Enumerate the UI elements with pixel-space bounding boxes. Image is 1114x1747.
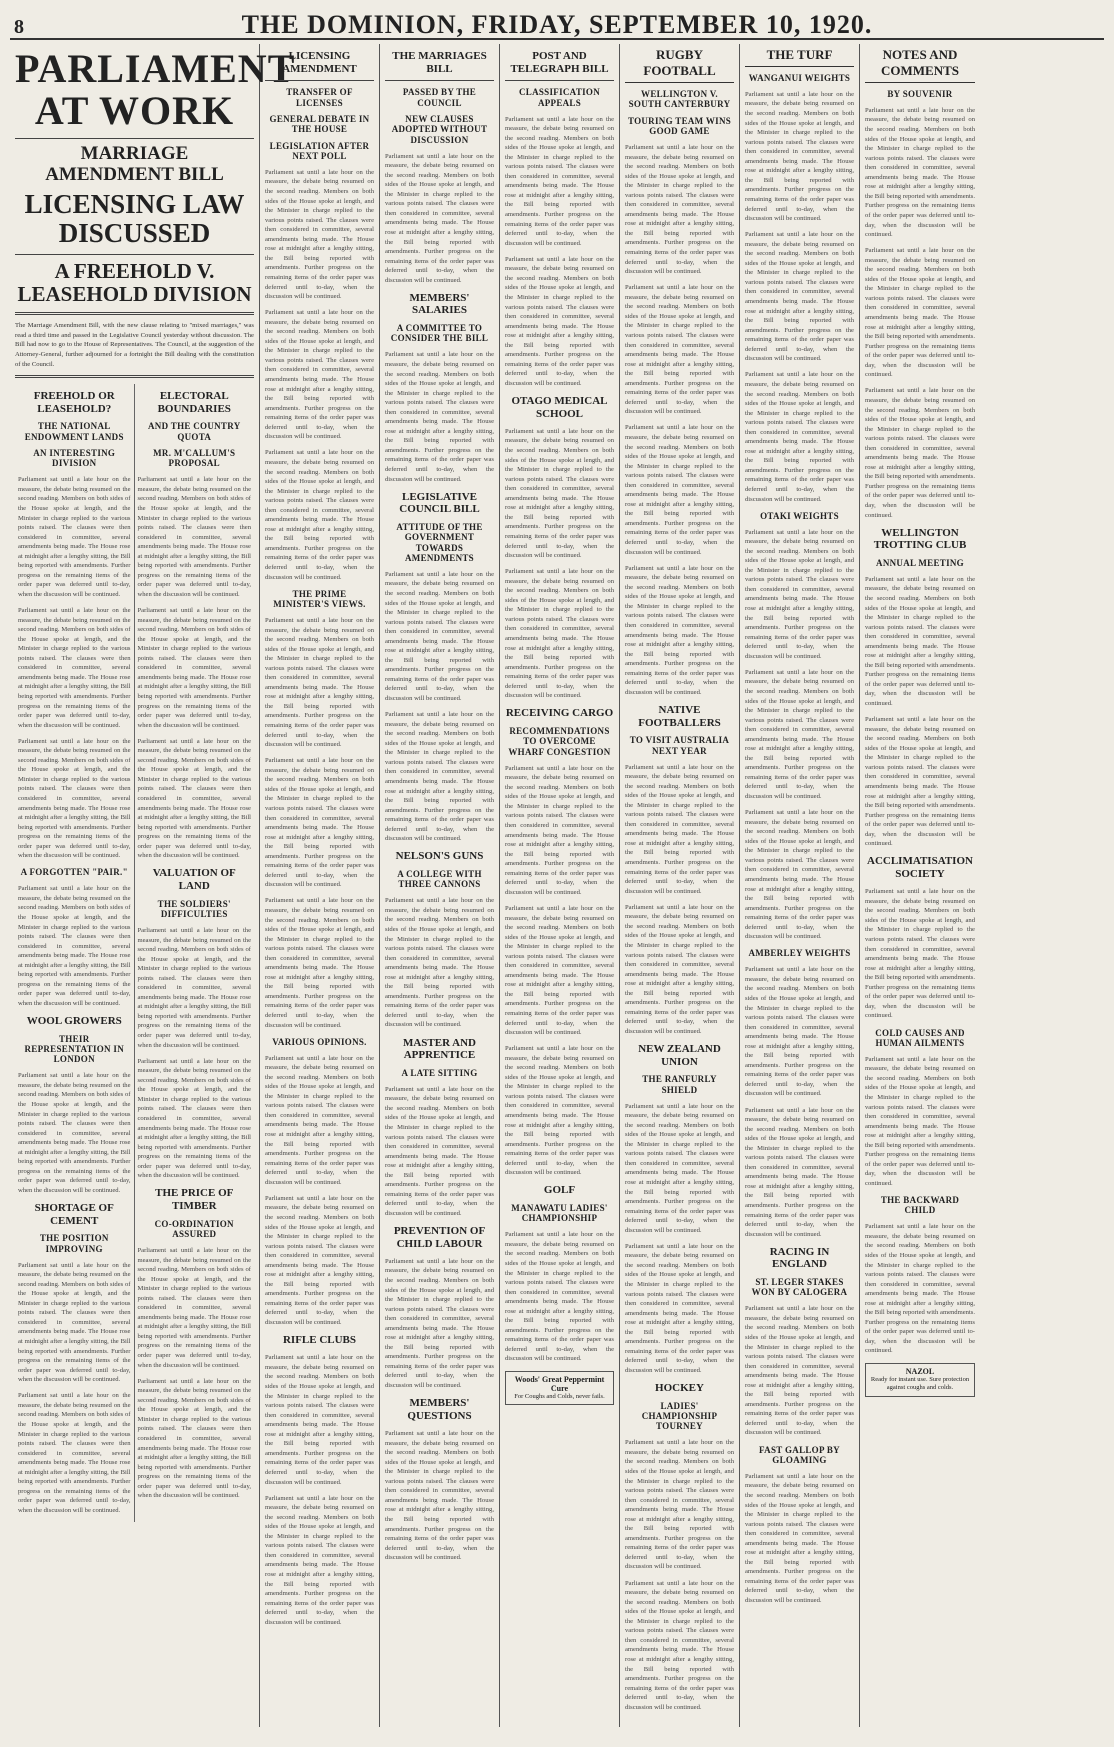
lead-intro: The Marriage Amendment Bill, with the new clause relating to "mixed marriages," was read a third time and passed in the Legislative Council yesterday without discussion. The Bill had now to go to the House of Representatives. The Council, at the suggestion of the Attorney-General, further adjourned for a fortnight the Bill dealing with the constitution of the Council. [15,322,254,368]
article-text: Parliament sat until a late hour on the measure, the debate being resumed on the second reading. Members on both sides of the House spoke at length, and the Minister in charge replied to the various points raised. The clauses were then considered in committee, several amendments being made. The House rose at midnight after a lengthy sitting, the Bill being reported with amendments. Further progress on the remaining items of the order paper was deferred until to-day, when the discussion will be continued. [18,1392,131,1514]
rugby-column [620,44,740,1727]
marriages-subheading-2: NEW CLAUSES ADOPTED WITHOUT DISCUSSION [391,113,488,145]
advert-body: Ready for instant use. Sure protection against coughs and colds. [870,1375,970,1392]
article-text: Parliament sat until a late hour on the measure, the debate being resumed on the second reading. Members on both sides of the House spoke at length, and the Minister in charge replied to the various points raised. The clauses were then considered in committee, several amendments being made. The House rose at midnight after a lengthy sitting, the Bill being reported with amendments. Further progress on the remaining items of the order paper was deferred until to-day, when the discussion will be continued. [18,737,131,860]
turf-heading: THE TURF [745,44,854,67]
article-text: Parliament sat until a late hour on the measure, the debate being resumed on the second reading. Members on both sides of the House spoke at length, and the Minister in charge replied to the various points raised. The clauses were then considered in committee, several amendments being made. The House rose at midnight after a lengthy sitting, the Bill being reported with amendments. Further progress on the remaining items of the order paper was deferred until to-day, when the discussion will be continued. [137,927,251,1049]
article-text: Parliament sat until a late hour on the measure, the debate being resumed on the second reading. Members on both sides of the House spoke at length, and the Minister in charge replied to the various points raised. The clauses were then considered in committee, several amendments being made. The House rose at midnight after a lengthy sitting, the Bill being reported with amendments. Further progress on the remaining items of the order paper was deferred until to-day, when the discussion will be continued. [745,1472,854,1605]
cargo-heading: RECEIVING CARGO [505,707,614,720]
match-heading: WELLINGTON V. SOUTH CANTERBURY [628,89,731,110]
article-text: Parliament sat until a late hour on the measure, the debate being resumed on the second reading. Members on both sides of the House spoke at length, and the Minister in charge replied to the various points raised. The clauses were then considered in committee, several amendments being made. The House rose at midnight after a lengthy sitting, the Bill being reported with amendments. Further progress on the remaining items of the order paper was deferred until to-day, when the discussion will be continued. [265,168,374,301]
freehold-heading: FREEHOLD OR LEASEHOLD? [33,390,115,415]
article-text: Parliament sat until a late hour on the measure, the debate being resumed on the second reading. Members on both sides of the House spoke at length, and the Minister in charge replied to the various points raised. The clauses were then considered in committee, several amendments being made. The House rose at midnight after a lengthy sitting, the Bill being reported with amendments. Further progress on the remaining items of the order paper was deferred until to-day, when the discussion will be continued. [265,1194,374,1327]
article-text: Parliament sat until a late hour on the measure, the debate being resumed on the second reading. Members on both sides of the House spoke at length, and the Minister in charge replied to the various points raised. The clauses were then considered in committee, several amendments being made. The House rose at midnight after a lengthy sitting, the Bill being reported with amendments. Further progress on the remaining items of the order paper was deferred until to-day, when the discussion will be continued. [505,115,614,247]
rugby-heading: RUGBY FOOTBALL [625,44,734,83]
article-text: Parliament sat until a late hour on the measure, the debate being resumed on the second reading. Members on both sides of the House spoke at length, and the Minister in charge replied to the various points raised. The clauses were then considered in committee, several amendments being made. The House rose at midnight after a lengthy sitting, the Bill being reported with amendments. Further progress on the remaining items of the order paper was deferred until to-day, when the discussion will be continued. [865,888,975,1020]
article-text: Parliament sat until a late hour on the measure, the debate being resumed on the second reading. Members on both sides of the House spoke at length, and the Minister in charge replied to the various points raised. The clauses were then considered in committee, several amendments being made. The House rose at midnight after a lengthy sitting, the Bill being reported with amendments. Further progress on the remaining items of the order paper was deferred until to-day, when the discussion will be continued. [745,231,854,363]
article-text: Parliament sat until a late hour on the measure, the debate being resumed on the second reading. Members on both sides of the House spoke at length, and the Minister in charge replied to the various points raised. The clauses were then considered in committee, several amendments being made. The House rose at midnight after a lengthy sitting, the Bill being reported with amendments. Further progress on the remaining items of the order paper was deferred until to-day, when the discussion will be continued. [265,897,374,1029]
page-number: 8 [14,16,24,38]
peppermint-advert [505,1371,614,1406]
licensing-subheading-3: LEGISLATION AFTER NEXT POLL [269,140,370,161]
notes-heading: NOTES AND COMMENTS [865,44,975,83]
article-text: Parliament sat until a late hour on the measure, the debate being resumed on the second reading. Members on both sides of the House spoke at length, and the Minister in charge replied to the various points raised. The clauses were then considered in committee, several amendments being made. The House rose at midnight after a lengthy sitting, the Bill being reported with amendments. Further progress on the remaining items of the order paper was deferred until to-day, when the discussion will be continued. [745,371,854,503]
article-text: Parliament sat until a late hour on the measure, the debate being resumed on the second reading. Members on both sides of the House spoke at length, and the Minister in charge replied to the various points raised. The clauses were then considered in committee, several amendments being made. The House rose at midnight after a lengthy sitting, the Bill being reported with amendments. Further progress on the remaining items of the order paper was deferred until to-day, when the discussion will be continued. [865,387,975,519]
guns-heading: NELSON'S GUNS [395,850,484,863]
article-text: Parliament sat until a late hour on the measure, the debate being resumed on the second reading. Members on both sides of the House spoke at length, and the Minister in charge replied to the various points raised. The clauses were then considered in committee, several amendments being made. The House rose at midnight after a lengthy sitting, the Bill being reported with amendments. Further progress on the remaining items of the order paper was deferred until to-day, when the discussion will be continued. [137,476,251,598]
trotting-subheading: ANNUAL MEETING [876,557,964,568]
trotting-heading: WELLINGTON TROTTING CLUB [873,526,967,552]
rifle-clubs-heading: RIFLE CLUBS [282,1334,357,1347]
article-text: Parliament sat until a late hour on the measure, the debate being resumed on the second reading. Members on both sides of the House spoke at length, and the Minister in charge replied to the various points raised. The clauses were then considered in committee, several amendments being made. The House rose at midnight after a lengthy sitting, the Bill being reported with amendments. Further progress on the remaining items of the order paper was deferred until to-day, when the discussion will be continued. [18,1072,131,1194]
timber-heading: THE PRICE OF TIMBER [155,1187,234,1213]
article-text: Parliament sat until a late hour on the measure, the debate being resumed on the second reading. Members on both sides of the House spoke at length, and the Minister in charge replied to the various points raised. The clauses were then considered in committee, several amendments being made. The House rose at midnight after a lengthy sitting, the Bill being reported with amendments. Further progress on the remaining items of the order paper was deferred until to-day, when the discussion will be continued. [505,568,614,700]
article-text: Parliament sat until a late hour on the measure, the debate being resumed on the second reading. Members on both sides of the House spoke at length, and the Minister in charge replied to the various points raised. The clauses were then considered in committee, several amendments being made. The House rose at midnight after a lengthy sitting, the Bill being reported with amendments. Further progress on the remaining items of the order paper was deferred until to-day, when the discussion will be continued. [265,1054,374,1186]
marriages-heading: THE MARRIAGES BILL [392,50,487,75]
timber-subheading: CO-ORDINATION ASSURED [154,1218,234,1240]
cold-causes-heading: COLD CAUSES AND HUMAN AILMENTS [875,1027,965,1048]
cement-heading: SHORTAGE OF CEMENT [34,1202,114,1227]
article-text: Parliament sat until a late hour on the measure, the debate being resumed on the second reading. Members on both sides of the House spoke at length, and the Minister in charge replied to the various points raised. The clauses were then considered in committee, several amendments being made. The House rose at midnight after a lengthy sitting, the Bill being reported with amendments. Further progress on the remaining items of the order paper was deferred until to-day, when the discussion will be continued. [745,90,854,223]
licensing-heading: LICENSING AMENDMENT [282,50,357,75]
salaries-heading: MEMBERS' SALARIES [409,291,470,317]
article-text: Parliament sat until a late hour on the measure, the debate being resumed on the second reading. Members on both sides of the House spoke at length, and the Minister in charge replied to the various points raised. The clauses were then considered in committee, several amendments being made. The House rose at midnight after a lengthy sitting, the Bill being reported with amendments. Further progress on the remaining items of the order paper was deferred until to-day, when the discussion will be continued. [745,1305,854,1437]
backward-child-heading: THE BACKWARD CHILD [880,1195,960,1216]
forgotten-pair-heading: A FORGOTTEN "PAIR." [20,867,128,878]
endowment-heading: THE NATIONAL ENDOWMENT LANDS [24,421,124,442]
article-text: Parliament sat until a late hour on the measure, the debate being resumed on the second reading. Members on both sides of the House spoke at length, and the Minister in charge replied to the various points raised. The clauses were then considered in committee, several amendments being made. The House rose at midnight after a lengthy sitting, the Bill being reported with amendments. Further progress on the remaining items of the order paper was deferred until to-day, when the discussion will be continued. [265,616,374,749]
masthead [10,10,1104,40]
article-text: Parliament sat until a late hour on the measure, the debate being resumed on the second reading. Members on both sides of the House spoke at length, and the Minister in charge replied to the various points raised. The clauses were then considered in committee, several amendments being made. The House rose at midnight after a lengthy sitting, the Bill being reported with amendments. Further progress on the remaining items of the order paper was deferred until to-day, when the discussion will be continued. [625,1579,734,1711]
article-text: Parliament sat until a late hour on the measure, the debate being resumed on the second reading. Members on both sides of the House spoke at length, and the Minister in charge replied to the various points raised. The clauses were then considered in committee, several amendments being made. The House rose at midnight after a lengthy sitting, the Bill being reported with amendments. Further progress on the remaining items of the order paper was deferred until to-day, when the discussion will be continued. [505,764,614,896]
council-bill-subheading: ATTITUDE OF THE GOVERNMENT TOWARDS AMENDMENTS [396,521,483,563]
child-labour-heading: PREVENTION OF CHILD LABOUR [393,1225,486,1250]
article-text: Parliament sat until a late hour on the measure, the debate being resumed on the second reading. Members on both sides of the House spoke at length, and the Minister in charge replied to the various points raised. The clauses were then considered in committee, several amendments being made. The House rose at midnight after a lengthy sitting, the Bill being reported with amendments. Further progress on the remaining items of the order paper was deferred until to-day, when the discussion will be continued. [18,476,131,598]
article-text: Parliament sat until a late hour on the measure, the debate being resumed on the second reading. Members on both sides of the House spoke at length, and the Minister in charge replied to the various points raised. The clauses were then considered in committee, several amendments being made. The House rose at midnight after a lengthy sitting, the Bill being reported with amendments. Further progress on the remaining items of the order paper was deferred until to-day, when the discussion will be continued. [385,711,494,843]
cargo-subheading: RECOMMENDATIONS TO OVERCOME WHARF CONGESTION [508,726,611,757]
licensing-subheading-1: TRANSFER OF LICENSES [286,87,353,108]
native-footballers-subheading: TO VISIT AUSTRALIA NEXT YEAR [629,735,730,756]
lead-subheading-1: MARRIAGE AMENDMENT BILL [45,143,224,185]
post-telegraph-column [500,44,620,1727]
article-text: Parliament sat until a late hour on the measure, the debate being resumed on the second reading. Members on both sides of the House spoke at length, and the Minister in charge replied to the various points raised. The clauses were then considered in committee, several amendments being made. The House rose at midnight after a lengthy sitting, the Bill being reported with amendments. Further progress on the remaining items of the order paper was deferred until to-day, when the discussion will be continued. [385,152,494,284]
article-text: Parliament sat until a late hour on the measure, the debate being resumed on the second reading. Members on both sides of the House spoke at length, and the Minister in charge replied to the various points raised. The clauses were then considered in committee, several amendments being made. The House rose at midnight after a lengthy sitting, the Bill being reported with amendments. Further progress on the remaining items of the order paper was deferred until to-day, when the discussion will be continued. [625,903,734,1035]
racing-england-subheading: ST. LEGER STAKES WON BY CALOGERA [751,1277,848,1298]
article-text: Parliament sat until a late hour on the measure, the debate being resumed on the second reading. Members on both sides of the House spoke at length, and the Minister in charge replied to the various points raised. The clauses were then considered in committee, several amendments being made. The House rose at midnight after a lengthy sitting, the Bill being reported with amendments. Further progress on the remaining items of the order paper was deferred until to-day, when the discussion will be continued. [625,143,734,276]
article-text: Parliament sat until a late hour on the measure, the debate being resumed on the second reading. Members on both sides of the House spoke at length, and the Minister in charge replied to the various points raised. The clauses were then considered in committee, several amendments being made. The House rose at midnight after a lengthy sitting, the Bill being reported with amendments. Further progress on the remaining items of the order paper was deferred until to-day, when the discussion will be continued. [625,284,734,416]
article-text: Parliament sat until a late hour on the measure, the debate being resumed on the second reading. Members on both sides of the House spoke at length, and the Minister in charge replied to the various points raised. The clauses were then considered in committee, several amendments being made. The House rose at midnight after a lengthy sitting, the Bill being reported with amendments. Further progress on the remaining items of the order paper was deferred until to-day, when the discussion will be continued. [385,570,494,703]
article-text: Parliament sat until a late hour on the measure, the debate being resumed on the second reading. Members on both sides of the House spoke at length, and the Minister in charge replied to the various points raised. The clauses were then considered in committee, several amendments being made. The House rose at midnight after a lengthy sitting, the Bill being reported with amendments. Further progress on the remaining items of the order paper was deferred until to-day, when the discussion will be continued. [625,424,734,556]
lead-subheading-3: A FREEHOLD V. LEASEHOLD DIVISION [17,259,252,307]
article-text: Parliament sat until a late hour on the measure, the debate being resumed on the second reading. Members on both sides of the House spoke at length, and the Minister in charge replied to the various points raised. The clauses were then considered in committee, several amendments being made. The House rose at midnight after a lengthy sitting, the Bill being reported with amendments. Further progress on the remaining items of the order paper was deferred until to-day, when the discussion will be continued. [385,1257,494,1390]
marriages-subheading-1: PASSED BY THE COUNCIL [402,87,477,108]
medical-school-heading: OTAGO MEDICAL SCHOOL [511,395,608,420]
advert-title: NAZOL [905,1366,935,1376]
master-heading: MASTER AND APPRENTICE [402,1036,477,1062]
newspaper-page [10,10,1104,1727]
article-text: Parliament sat until a late hour on the measure, the debate being resumed on the second reading. Members on both sides of the House spoke at length, and the Minister in charge replied to the various points raised. The clauses were then considered in committee, several amendments being made. The House rose at midnight after a lengthy sitting, the Bill being reported with amendments. Further progress on the remaining items of the order paper was deferred until to-day, when the discussion will be continued. [505,904,614,1037]
native-footballers-heading: NATIVE FOOTBALLERS [638,703,721,729]
article-text: Parliament sat until a late hour on the measure, the debate being resumed on the second reading. Members on both sides of the House spoke at length, and the Minister in charge replied to the various points raised. The clauses were then considered in committee, several amendments being made. The House rose at midnight after a lengthy sitting, the Bill being reported with amendments. Further progress on the remaining items of the order paper was deferred until to-day, when the discussion will be continued. [865,247,975,379]
hockey-heading: HOCKEY [655,1382,704,1395]
article-text: Parliament sat until a late hour on the measure, the debate being resumed on the second reading. Members on both sides of the House spoke at length, and the Minister in charge replied to the various points raised. The clauses were then considered in committee, several amendments being made. The House rose at midnight after a lengthy sitting, the Bill being reported with amendments. Further progress on the remaining items of the order paper was deferred until to-day, when the discussion will be continued. [18,1261,131,1384]
racing-england-heading: RACING IN ENGLAND [769,1245,830,1271]
notes-column [860,44,980,1727]
paper-title: THE DOMINION, FRIDAY, SEPTEMBER 10, 1920. [241,10,873,39]
pm-views-heading: THE PRIME MINISTER'S VIEWS. [273,588,366,610]
article-text: Parliament sat until a late hour on the measure, the debate being resumed on the second reading. Members on both sides of the House spoke at length, and the Minister in charge replied to the various points raised. The clauses were then considered in committee, several amendments being made. The House rose at midnight after a lengthy sitting, the Bill being reported with amendments. Further progress on the remaining items of the order paper was deferred until to-day, when the discussion will be continued. [385,351,494,483]
article-text: Parliament sat until a late hour on the measure, the debate being resumed on the second reading. Members on both sides of the House spoke at length, and the Minister in charge replied to the various points raised. The clauses were then considered in committee, several amendments being made. The House rose at midnight after a lengthy sitting, the Bill being reported with amendments. Further progress on the remaining items of the order paper was deferred until to-day, when the discussion will be continued. [265,449,374,581]
article-text: Parliament sat until a late hour on the measure, the debate being resumed on the second reading. Members on both sides of the House spoke at length, and the Minister in charge replied to the various points raised. The clauses were then considered in committee, several amendments being made. The House rose at midnight after a lengthy sitting, the Bill being reported with amendments. Further progress on the remaining items of the order paper was deferred until to-day, when the discussion will be continued. [865,575,975,708]
nz-union-subheading: THE RANFURLY SHIELD [642,1074,717,1095]
match-subheading: TOURING TEAM WINS GOOD GAME [627,115,732,137]
debate-heading: AN INTERESTING DIVISION [33,448,116,469]
article-text: Parliament sat until a late hour on the measure, the debate being resumed on the second reading. Members on both sides of the House spoke at length, and the Minister in charge replied to the various points raised. The clauses were then considered in committee, several amendments being made. The House rose at midnight after a lengthy sitting, the Bill being reported with amendments. Further progress on the remaining items of the order paper was deferred until to-day, when the discussion will be continued. [505,1045,614,1177]
council-bill-heading: LEGISLATIVE COUNCIL BILL [399,490,480,516]
acclimatisation-heading: ACCLIMATISATION SOCIETY [867,855,973,881]
amberley-weights-heading: AMBERLEY WEIGHTS [748,948,851,959]
wanganui-weights-heading: WANGANUI WEIGHTS [748,73,851,83]
advert-body: For Coughs and Colds, never fails. [514,1392,605,1400]
cement-subheading: THE POSITION IMPROVING [39,1233,109,1254]
valuation-heading: VALUATION OF LAND [152,867,236,893]
article-text: Parliament sat until a late hour on the measure, the debate being resumed on the second reading. Members on both sides of the House spoke at length, and the Minister in charge replied to the various points raised. The clauses were then considered in committee, several amendments being made. The House rose at midnight after a lengthy sitting, the Bill being reported with amendments. Further progress on the remaining items of the order paper was deferred until to-day, when the discussion will be continued. [505,427,614,560]
advert-title: Woods' Great Peppermint Cure [514,1374,605,1393]
article-text: Parliament sat until a late hour on the measure, the debate being resumed on the second reading. Members on both sides of the House spoke at length, and the Minister in charge replied to the various points raised. The clauses were then considered in committee, several amendments being made. The House rose at midnight after a lengthy sitting, the Bill being reported with amendments. Further progress on the remaining items of the order paper was deferred until to-day, when the discussion will be continued. [265,1354,374,1486]
notes-byline: BY SOUVENIR [887,89,953,99]
article-text: Parliament sat until a late hour on the measure, the debate being resumed on the second reading. Members on both sides of the House spoke at length, and the Minister in charge replied to the various points raised. The clauses were then considered in committee, several amendments being made. The House rose at midnight after a lengthy sitting, the Bill being reported with amendments. Further progress on the remaining items of the order paper was deferred until to-day, when the discussion will be continued. [865,716,975,848]
master-subheading: A LATE SITTING [401,1067,478,1078]
article-text: Parliament sat until a late hour on the measure, the debate being resumed on the second reading. Members on both sides of the House spoke at length, and the Minister in charge replied to the various points raised. The clauses were then considered in committee, several amendments being made. The House rose at midnight after a lengthy sitting, the Bill being reported with amendments. Further progress on the remaining items of the order paper was deferred until to-day, when the discussion will be continued. [625,1439,734,1571]
wool-subheading: THEIR REPRESENTATION IN LONDON [24,1033,125,1065]
hockey-subheading: LADIES' CHAMPIONSHIP TOURNEY [641,1400,718,1432]
lead-headline: PARLIAMENT AT WORK [15,46,296,133]
otaki-weights-heading: OTAKI WEIGHTS [760,510,839,521]
licensing-column [260,44,380,1727]
article-text: Parliament sat until a late hour on the measure, the debate being resumed on the second reading. Members on both sides of the House spoke at length, and the Minister in charge replied to the various points raised. The clauses were then considered in committee, several amendments being made. The House rose at midnight after a lengthy sitting, the Bill being reported with amendments. Further progress on the remaining items of the order paper was deferred until to-day, when the discussion will be continued. [625,564,734,696]
turf-column [740,44,860,1727]
article-text: Parliament sat until a late hour on the measure, the debate being resumed on the second reading. Members on both sides of the House spoke at length, and the Minister in charge replied to the various points raised. The clauses were then considered in committee, several amendments being made. The House rose at midnight after a lengthy sitting, the Bill being reported with amendments. Further progress on the remaining items of the order paper was deferred until to-day, when the discussion will be continued. [745,668,854,800]
article-text: Parliament sat until a late hour on the measure, the debate being resumed on the second reading. Members on both sides of the House spoke at length, and the Minister in charge replied to the various points raised. The clauses were then considered in committee, several amendments being made. The House rose at midnight after a lengthy sitting, the Bill being reported with amendments. Further progress on the remaining items of the order paper was deferred until to-day, when the discussion will be continued. [137,1377,251,1500]
article-text: Parliament sat until a late hour on the measure, the debate being resumed on the second reading. Members on both sides of the House spoke at length, and the Minister in charge replied to the various points raised. The clauses were then considered in committee, several amendments being made. The House rose at midnight after a lengthy sitting, the Bill being reported with amendments. Further progress on the remaining items of the order paper was deferred until to-day, when the discussion will be continued. [865,106,975,239]
gallop-heading: FAST GALLOP BY GLOAMING [759,1444,840,1465]
article-text: Parliament sat until a late hour on the measure, the debate being resumed on the second reading. Members on both sides of the House spoke at length, and the Minister in charge replied to the various points raised. The clauses were then considered in committee, several amendments being made. The House rose at midnight after a lengthy sitting, the Bill being reported with amendments. Further progress on the remaining items of the order paper was deferred until to-day, when the discussion will be continued. [745,966,854,1098]
lead-column [10,44,296,1727]
article-text: Parliament sat until a late hour on the measure, the debate being resumed on the second reading. Members on both sides of the House spoke at length, and the Minister in charge replied to the various points raised. The clauses were then considered in committee, several amendments being made. The House rose at midnight after a lengthy sitting, the Bill being reported with amendments. Further progress on the remaining items of the order paper was deferred until to-day, when the discussion will be continued. [18,607,131,729]
post-telegraph-heading: POST AND TELEGRAPH BILL [510,50,609,75]
article-text: Parliament sat until a late hour on the measure, the debate being resumed on the second reading. Members on both sides of the House spoke at length, and the Minister in charge replied to the various points raised. The clauses were then considered in committee, several amendments being made. The House rose at midnight after a lengthy sitting, the Bill being reported with amendments. Further progress on the remaining items of the order paper was deferred until to-day, when the discussion will be continued. [625,1102,734,1234]
wool-heading: WOOL GROWERS [26,1015,122,1028]
article-text: Parliament sat until a late hour on the measure, the debate being resumed on the second reading. Members on both sides of the House spoke at length, and the Minister in charge replied to the various points raised. The clauses were then considered in committee, several amendments being made. The House rose at midnight after a lengthy sitting, the Bill being reported with amendments. Further progress on the remaining items of the order paper was deferred until to-day, when the discussion will be continued. [505,255,614,387]
article-text: Parliament sat until a late hour on the measure, the debate being resumed on the second reading. Members on both sides of the House spoke at length, and the Minister in charge replied to the various points raised. The clauses were then considered in committee, several amendments being made. The House rose at midnight after a lengthy sitting, the Bill being reported with amendments. Further progress on the remaining items of the order paper was deferred until to-day, when the discussion will be continued. [745,1106,854,1238]
article-text: Parliament sat until a late hour on the measure, the debate being resumed on the second reading. Members on both sides of the House spoke at length, and the Minister in charge replied to the various points raised. The clauses were then considered in committee, several amendments being made. The House rose at midnight after a lengthy sitting, the Bill being reported with amendments. Further progress on the remaining items of the order paper was deferred until to-day, when the discussion will be continued. [265,309,374,441]
article-text: Parliament sat until a late hour on the measure, the debate being resumed on the second reading. Members on both sides of the House spoke at length, and the Minister in charge replied to the various points raised. The clauses were then considered in committee, several amendments being made. The House rose at midnight after a lengthy sitting, the Bill being reported with amendments. Further progress on the remaining items of the order paper was deferred until to-day, when the discussion will be continued. [137,737,251,860]
article-text: Parliament sat until a late hour on the measure, the debate being resumed on the second reading. Members on both sides of the House spoke at length, and the Minister in charge replied to the various points raised. The clauses were then considered in committee, several amendments being made. The House rose at midnight after a lengthy sitting, the Bill being reported with amendments. Further progress on the remaining items of the order paper was deferred until to-day, when the discussion will be continued. [137,607,251,729]
article-text: Parliament sat until a late hour on the measure, the debate being resumed on the second reading. Members on both sides of the House spoke at length, and the Minister in charge replied to the various points raised. The clauses were then considered in committee, several amendments being made. The House rose at midnight after a lengthy sitting, the Bill being reported with amendments. Further progress on the remaining items of the order paper was deferred until to-day, when the discussion will be continued. [18,885,131,1007]
licensing-subheading-2: GENERAL DEBATE IN THE HOUSE [269,113,370,135]
article-text: Parliament sat until a late hour on the measure, the debate being resumed on the second reading. Members on both sides of the House spoke at length, and the Minister in charge replied to the various points raised. The clauses were then considered in committee, several amendments being made. The House rose at midnight after a lengthy sitting, the Bill being reported with amendments. Further progress on the remaining items of the order paper was deferred until to-day, when the discussion will be continued. [137,1057,251,1180]
article-text: Parliament sat until a late hour on the measure, the debate being resumed on the second reading. Members on both sides of the House spoke at length, and the Minister in charge replied to the various points raised. The clauses were then considered in committee, several amendments being made. The House rose at midnight after a lengthy sitting, the Bill being reported with amendments. Further progress on the remaining items of the order paper was deferred until to-day, when the discussion will be continued. [625,763,734,895]
article-text: Parliament sat until a late hour on the measure, the debate being resumed on the second reading. Members on both sides of the House spoke at length, and the Minister in charge replied to the various points raised. The clauses were then considered in committee, several amendments being made. The House rose at midnight after a lengthy sitting, the Bill being reported with amendments. Further progress on the remaining items of the order paper was deferred until to-day, when the discussion will be continued. [137,1246,251,1369]
valuation-subheading: THE SOLDIERS' DIFFICULTIES [157,898,231,920]
opinions-heading: VARIOUS OPINIONS. [272,1036,367,1047]
columns [10,44,1104,1727]
article-text: Parliament sat until a late hour on the measure, the debate being resumed on the second reading. Members on both sides of the House spoke at length, and the Minister in charge replied to the various points raised. The clauses were then considered in committee, several amendments being made. The House rose at midnight after a lengthy sitting, the Bill being reported with amendments. Further progress on the remaining items of the order paper was deferred until to-day, when the discussion will be continued. [625,1242,734,1374]
questions-heading: MEMBERS' QUESTIONS [407,1397,472,1422]
article-text: Parliament sat until a late hour on the measure, the debate being resumed on the second reading. Members on both sides of the House spoke at length, and the Minister in charge replied to the various points raised. The clauses were then considered in committee, several amendments being made. The House rose at midnight after a lengthy sitting, the Bill being reported with amendments. Further progress on the remaining items of the order paper was deferred until to-day, when the discussion will be continued. [385,1085,494,1217]
proposal-heading: MR. M'CALLUM'S PROPOSAL [153,448,236,469]
guns-subheading: A COLLEGE WITH THREE CANNONS [397,869,482,890]
article-text: Parliament sat until a late hour on the measure, the debate being resumed on the second reading. Members on both sides of the House spoke at length, and the Minister in charge replied to the various points raised. The clauses were then considered in committee, several amendments being made. The House rose at midnight after a lengthy sitting, the Bill being reported with amendments. Further progress on the remaining items of the order paper was deferred until to-day, when the discussion will be continued. [385,897,494,1029]
article-text: Parliament sat until a late hour on the measure, the debate being resumed on the second reading. Members on both sides of the House spoke at length, and the Minister in charge replied to the various points raised. The clauses were then considered in committee, several amendments being made. The House rose at midnight after a lengthy sitting, the Bill being reported with amendments. Further progress on the remaining items of the order paper was deferred until to-day, when the discussion will be continued. [265,1494,374,1626]
lead-subheading-2: LICENSING LAW DISCUSSED [24,188,245,249]
marriages-column [380,44,500,1727]
article-text: Parliament sat until a late hour on the measure, the debate being resumed on the second reading. Members on both sides of the House spoke at length, and the Minister in charge replied to the various points raised. The clauses were then considered in committee, several amendments being made. The House rose at midnight after a lengthy sitting, the Bill being reported with amendments. Further progress on the remaining items of the order paper was deferred until to-day, when the discussion will be continued. [385,1430,494,1562]
quota-heading: AND THE COUNTRY QUOTA [147,421,241,442]
nz-union-heading: NEW ZEALAND UNION [638,1043,721,1068]
article-text: Parliament sat until a late hour on the measure, the debate being resumed on the second reading. Members on both sides of the House spoke at length, and the Minister in charge replied to the various points raised. The clauses were then considered in committee, several amendments being made. The House rose at midnight after a lengthy sitting, the Bill being reported with amendments. Further progress on the remaining items of the order paper was deferred until to-day, when the discussion will be continued. [745,809,854,941]
article-text: Parliament sat until a late hour on the measure, the debate being resumed on the second reading. Members on both sides of the House spoke at length, and the Minister in charge replied to the various points raised. The clauses were then considered in committee, several amendments being made. The House rose at midnight after a lengthy sitting, the Bill being reported with amendments. Further progress on the remaining items of the order paper was deferred until to-day, when the discussion will be continued. [505,1231,614,1363]
golf-heading: GOLF [543,1184,576,1197]
nazol-advert [865,1363,975,1398]
golf-subheading: MANAWATU LADIES' CHAMPIONSHIP [511,1203,608,1224]
post-telegraph-subheading: CLASSIFICATION APPEALS [518,87,601,108]
electoral-heading: ELECTORAL BOUNDARIES [157,390,231,415]
article-text: Parliament sat until a late hour on the measure, the debate being resumed on the second reading. Members on both sides of the House spoke at length, and the Minister in charge replied to the various points raised. The clauses were then considered in committee, several amendments being made. The House rose at midnight after a lengthy sitting, the Bill being reported with amendments. Further progress on the remaining items of the order paper was deferred until to-day, when the discussion will be continued. [745,528,854,660]
salaries-subheading: A COMMITTEE TO CONSIDER THE BILL [390,323,489,344]
article-text: Parliament sat until a late hour on the measure, the debate being resumed on the second reading. Members on both sides of the House spoke at length, and the Minister in charge replied to the various points raised. The clauses were then considered in committee, several amendments being made. The House rose at midnight after a lengthy sitting, the Bill being reported with amendments. Further progress on the remaining items of the order paper was deferred until to-day, when the discussion will be continued. [865,1223,975,1355]
article-text: Parliament sat until a late hour on the measure, the debate being resumed on the second reading. Members on both sides of the House spoke at length, and the Minister in charge replied to the various points raised. The clauses were then considered in committee, several amendments being made. The House rose at midnight after a lengthy sitting, the Bill being reported with amendments. Further progress on the remaining items of the order paper was deferred until to-day, when the discussion will be continued. [865,1055,975,1187]
article-text: Parliament sat until a late hour on the measure, the debate being resumed on the second reading. Members on both sides of the House spoke at length, and the Minister in charge replied to the various points raised. The clauses were then considered in committee, several amendments being made. The House rose at midnight after a lengthy sitting, the Bill being reported with amendments. Further progress on the remaining items of the order paper was deferred until to-day, when the discussion will be continued. [265,757,374,889]
